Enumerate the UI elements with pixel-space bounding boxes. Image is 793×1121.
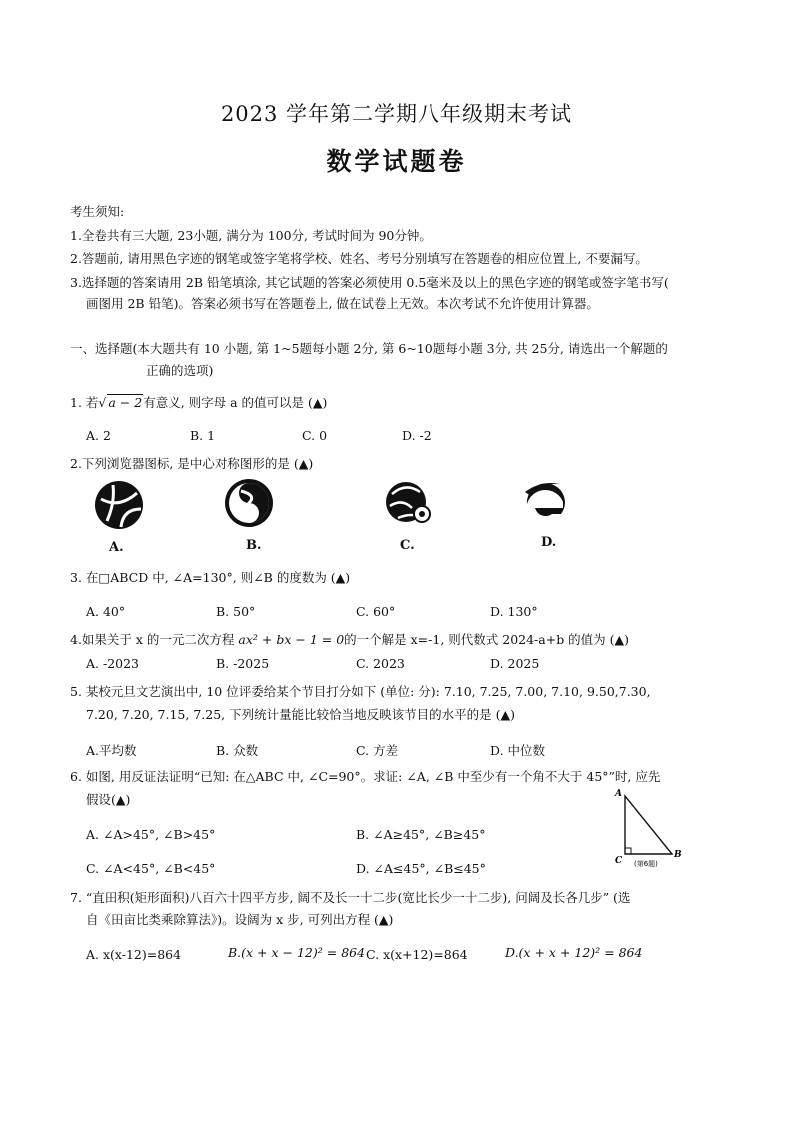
q6-option-b: B. ∠A≥45°, ∠B≥45°	[356, 827, 486, 842]
q6-option-a: A. ∠A>45°, ∠B>45°	[86, 827, 216, 842]
q1-post: 有意义, 则字母 a 的值可以是 (▲)	[143, 395, 328, 410]
q7-option-c: C. x(x+12)=864	[366, 947, 468, 962]
question-7: 7. “直田积(矩形面积)八百六十四平方步, 阔不及长一十二步(宽比长少一十二步), 问阔及长各几步” (选	[70, 890, 631, 905]
browser-icon-d	[521, 478, 569, 526]
browser-icon-a	[93, 479, 145, 531]
q2-label-a: A.	[109, 540, 124, 555]
q3-option-d: D. 130°	[490, 604, 538, 619]
exam-title: 2023 学年第二学期八年级期末考试	[220, 102, 573, 126]
q2-label-b: B.	[246, 538, 262, 553]
question-7-cont: 自《田亩比类乘除算法》)。设阔为 x 步, 可列出方程 (▲)	[86, 912, 394, 927]
q6-option-d: D. ∠A≤45°, ∠B≤45°	[356, 861, 486, 876]
q1-option-b: B. 1	[190, 428, 216, 443]
exam-subtitle: 数学试题卷	[326, 147, 467, 176]
q5-option-c: C. 方差	[356, 743, 399, 758]
section-heading-cont: 正确的选项)	[146, 363, 214, 378]
browser-icon-c	[382, 478, 434, 530]
q4-option-a: A. -2023	[86, 656, 140, 671]
question-6: 6. 如图, 用反证法证明“已知: 在△ABC 中, ∠C=90°。求证: ∠A, ∠B 中至少有一个角不大于 45°”时, 应先	[70, 769, 661, 784]
notice-item: 画图用 2B 铅笔)。答案必须书写在答题卷上, 做在试卷上无效。本次考试不允许使用计算器。	[86, 296, 599, 311]
q4-option-d: D. 2025	[490, 656, 540, 671]
q6-option-c: C. ∠A<45°, ∠B<45°	[86, 861, 216, 876]
q1-option-a: A. 2	[86, 428, 111, 443]
q4-option-b: B. -2025	[216, 656, 270, 671]
question-3: 3. 在□ABCD 中, ∠A=130°, 则∠B 的度数为 (▲)	[70, 570, 351, 585]
vertex-c: C	[615, 856, 623, 866]
notice-heading: 考生须知:	[70, 204, 125, 219]
question-5-cont: 7.20, 7.20, 7.15, 7.25, 下列统计量能比较恰当地反映该节目的水平的是 (▲)	[86, 707, 515, 722]
notice-item: 3.选择题的答案请用 2B 铅笔填涂, 其它试题的答案必须使用 0.5毫米及以上的黑色字迹的钢笔或签字笔书写(	[70, 275, 669, 290]
q1-radicand: a − 2	[108, 395, 143, 410]
q4-equation: ax² + bx − 1 = 0	[238, 632, 345, 647]
q2-label-d: D.	[541, 535, 557, 550]
q4-option-c: C. 2023	[356, 656, 405, 671]
q3-option-c: C. 60°	[356, 604, 396, 619]
q1-option-d: D. -2	[402, 428, 432, 443]
question-2: 2.下列浏览器图标, 是中心对称图形的是 (▲)	[70, 456, 314, 471]
q5-option-d: D. 中位数	[490, 743, 546, 758]
sqrt-sign: √	[98, 395, 107, 410]
vertex-a: A	[615, 789, 622, 799]
q1-option-c: C. 0	[302, 428, 328, 443]
notice-item: 1.全卷共有三大题, 23小题, 满分为 100分, 考试时间为 90分钟。	[70, 228, 432, 243]
notice-item: 2.答题前, 请用黑色字迹的钢笔或签字笔将学校、姓名、考号分别填写在答题卷的相应位置上, 不要漏写。	[70, 251, 648, 266]
q5-option-a: A.平均数	[86, 743, 137, 758]
question-5: 5. 某校元旦文艺演出中, 10 位评委给某个节目打分如下 (单位: 分): 7.10, 7.25, 7.00, 7.10, 9.50,7.30,	[70, 684, 651, 699]
q4-pre: 4.如果关于 x 的一元二次方程	[70, 632, 235, 647]
q7-option-d: D.(x + x + 12)² = 864	[505, 945, 643, 960]
q3-option-a: A. 40°	[86, 604, 126, 619]
browser-icon-b	[223, 477, 275, 529]
q5-option-b: B. 众数	[216, 743, 259, 758]
q7-option-a: A. x(x-12)=864	[86, 947, 182, 962]
q7-option-b: B.(x + x − 12)² = 864	[228, 945, 366, 960]
q2-label-c: C.	[400, 538, 415, 553]
q3-option-b: B. 50°	[216, 604, 256, 619]
question-4	[70, 632, 629, 648]
triangle-figure	[610, 786, 690, 870]
q1-pre: 1. 若	[70, 395, 99, 410]
vertex-b: B	[674, 850, 682, 860]
question-1	[70, 394, 327, 411]
figure-caption: (第6题)	[634, 860, 658, 868]
question-6-cont: 假设(▲)	[86, 792, 131, 807]
section-heading: 一、选择题(本大题共有 10 小题, 第 1~5题每小题 2分, 第 6~10题每小题 3分, 共 25分, 请选出一个解题的	[70, 341, 668, 356]
q4-post: 的一个解是 x=-1, 则代数式 2024-a+b 的值为 (▲)	[344, 632, 630, 647]
